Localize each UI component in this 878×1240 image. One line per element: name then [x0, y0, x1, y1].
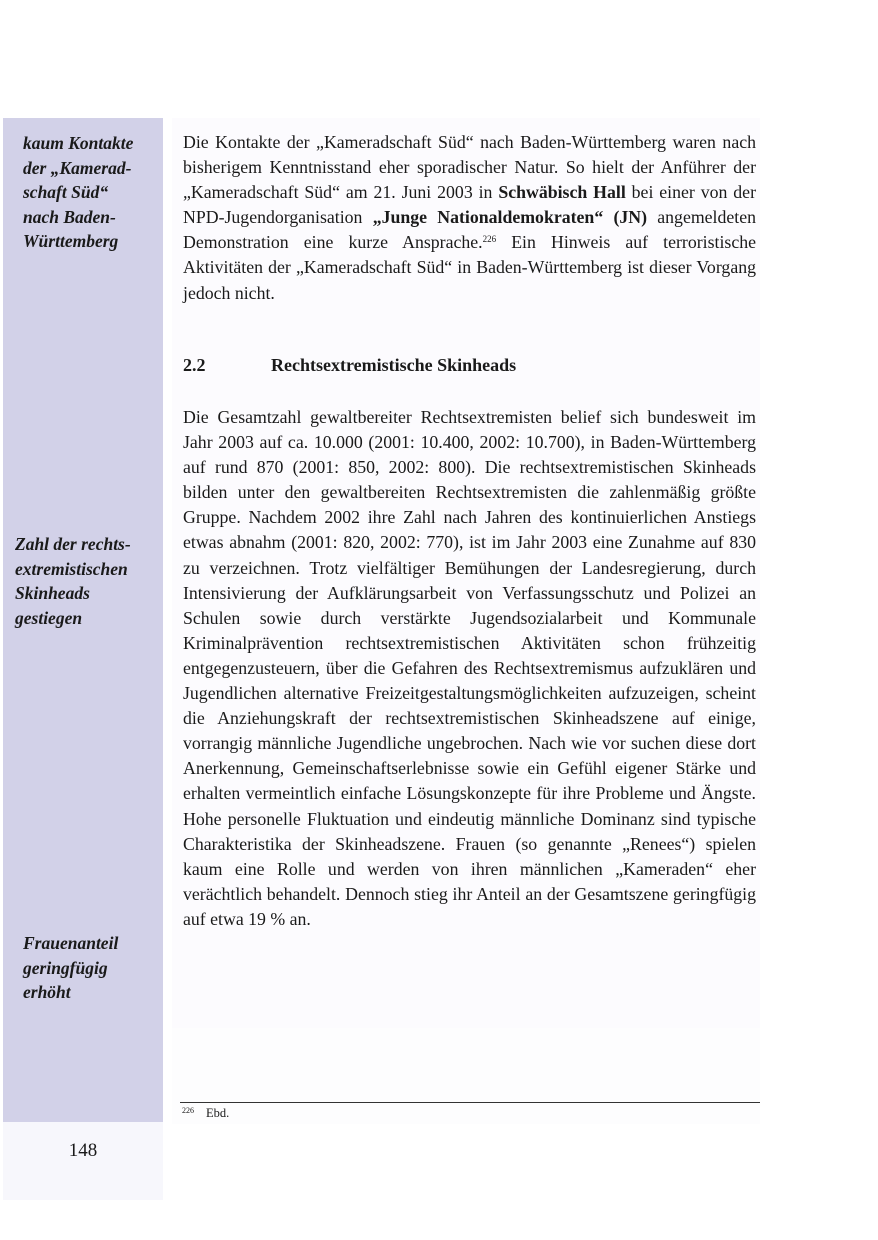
margin-note-women-share: Frauenanteil geringfügig erhöht [23, 933, 119, 1002]
organisation-jn: „Junge Nationaldemokraten“ (JN) [372, 207, 648, 228]
page-number-box [3, 1122, 163, 1200]
margin-note-contacts: kaum Kontakte der „Kamerad- schaft Süd“ nach Baden- Württemberg [23, 133, 134, 251]
section-heading [183, 355, 516, 376]
place-schwaebisch-hall: Schwäbisch Hall [498, 182, 626, 203]
footnote-number: 226 [182, 1106, 194, 1115]
footnote-area [172, 1028, 760, 1124]
page-number: 148 [68, 1140, 98, 1161]
margin-note-skinhead-count: Zahl der rechts- extremistischen Skinheads gestiegen [15, 534, 131, 628]
footnote-reference: 226 [482, 234, 497, 245]
footnote-rule [180, 1102, 760, 1103]
paragraph-skinheads: Die Gesamtzahl gewaltbereiter Rechtsextremisten belief sich bundesweit im Jahr 2003 auf ca. 10.000 (2001: 10.400, 2002: 10.700), in Baden-Württemberg auf rund 870 (2001: 850, 2002: 800). Die rechtsextremistischen Skinheads bilden unter den gewaltbereiten Rechtsextremisten die zahlenmäßig größte Gruppe. Nachdem 2002 ihre Zahl nach Jahren des kontinuierlichen Anstiegs etwas abnahm (2001: 820, 2002: 770), ist im Jahr 2003 eine Zunahme auf 830 zu verzeichnen. Trotz vielfältiger Bemühungen der Landesregierung, durch Intensivierung der Aufklärungsarbeit von Verfassungsschutz und Polizei an Schulen sowie durch verstärkte Jugendsozialarbeit und Kommunale Kriminalprävention rechtsextremistischen Aktivitäten schon frühzeitig entgegenzusteuern, über die Gefahren des Rechtsextremismus aufzuklären und Jugendlichen alternative Freizeitgestaltungsmöglichkeiten aufzuzeigen, scheint die Anziehungskraft der rechtsextremistischen Skinheadszene auf einige, vorrangig männliche Jugendliche ungebrochen. Nach wie vor suchen diese dort Anerkennung, Gemeinschaftserlebnisse sowie ein Gefühl eigener Stärke und erhalten vermeintlich einfache Lösungskonzepte für ihre Probleme und Ängste. Hohe personelle Fluktuation und eindeutig männliche Dominanz sind typische Charakteristika der Skinheadszene. Frauen (so genannte „Renees“) spielen kaum eine Rolle und werden von ihren männlichen „Kameraden“ eher verächtlich behandelt. Dennoch stieg ihr Anteil an der Gesamtszene geringfügig auf etwa 19 % an. [183, 407, 756, 929]
footnote [182, 1106, 229, 1121]
section-number: 2.2 [183, 355, 206, 375]
footnote-text: Ebd. [206, 1106, 230, 1120]
section-title: Rechtsextremistische Skinheads [271, 355, 517, 375]
paragraph-kameradschaft: Die Kontakte der „Kameradschaft Süd“ nach Baden-Württemberg waren nach bisherigem Kenntnisstand eher sporadischer Natur. So hielt der Anführer der „Kameradschaft Süd“ am 21. Juni 2003 in Schwäbisch Hall bei einer von der NPD-Jugendorganisation „Junge Nationaldemokraten“ (JN) angemeldeten Demonstration eine kurze Ansprache.$^{226}$ Ein Hinweis auf terroristische Aktivitäten der „Kameradschaft Süd“ in Baden-Württemberg ist dieser Vorgang jedoch nicht. [183, 132, 757, 303]
